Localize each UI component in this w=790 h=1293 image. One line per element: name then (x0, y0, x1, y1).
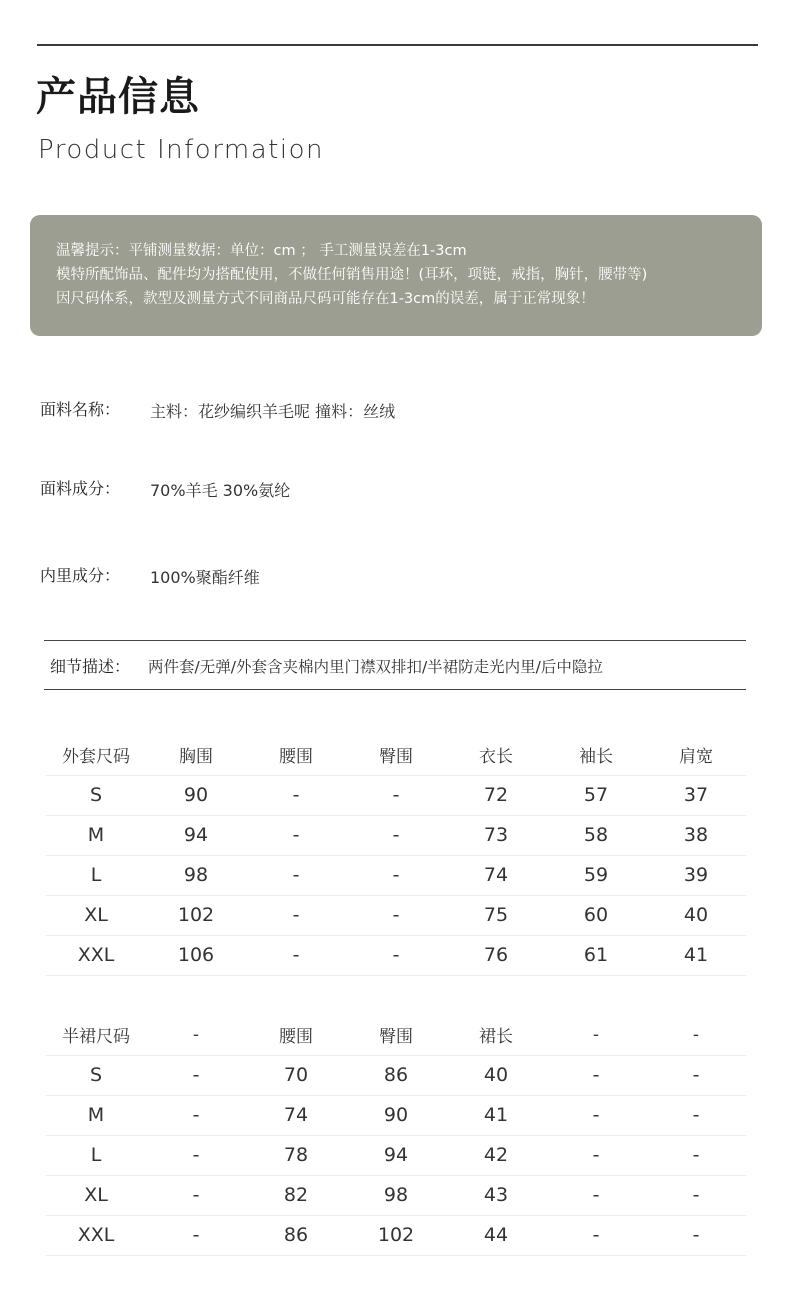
table-cell: XL (46, 895, 146, 935)
table-cell: - (246, 855, 346, 895)
notice-line: 因尺码体系，款型及测量方式不同商品尺码可能存在1-3cm的误差，属于正常现象！ (56, 291, 595, 307)
column-header: - (546, 1015, 646, 1055)
table-cell: - (546, 1095, 646, 1135)
table-row (46, 1055, 746, 1095)
table-cell: 86 (246, 1215, 346, 1255)
table-cell: - (646, 1175, 746, 1215)
table-header-row (46, 735, 746, 775)
table-cell: 58 (546, 815, 646, 855)
table-cell: 41 (646, 935, 746, 975)
page-title: 产品信息 (36, 74, 200, 120)
table-cell: 98 (146, 855, 246, 895)
table-cell: 102 (146, 895, 246, 935)
skirt-size-table (46, 1015, 746, 1256)
table-cell: - (546, 1215, 646, 1255)
column-header: 衣长 (446, 735, 546, 775)
table-cell: 94 (346, 1135, 446, 1175)
page-subtitle: Product Information (38, 135, 324, 165)
table-cell: S (46, 775, 146, 815)
table-cell: - (546, 1055, 646, 1095)
table-cell: - (146, 1215, 246, 1255)
table-cell: 86 (346, 1055, 446, 1095)
table-cell: - (546, 1135, 646, 1175)
notice-line: 温馨提示：平铺测量数据：单位：cm ； 手工测量误差在1-3cm (56, 243, 467, 259)
table-cell: 39 (646, 855, 746, 895)
spec-label: 面料名称： (40, 400, 121, 419)
column-header: - (146, 1015, 246, 1055)
table-cell: 42 (446, 1135, 546, 1175)
table-cell: - (646, 1095, 746, 1135)
spec-value: 70%羊毛 30%氨纶 (150, 481, 291, 500)
table-cell: 73 (446, 815, 546, 855)
table-cell: 102 (346, 1215, 446, 1255)
table-cell: L (46, 855, 146, 895)
detail-value: 两件套/无弹/外套含夹棉内里门襟双排扣/半裙防走光内里/后中隐拉 (148, 658, 603, 676)
table-cell: 61 (546, 935, 646, 975)
table-cell: 106 (146, 935, 246, 975)
table-cell: M (46, 815, 146, 855)
table-cell: 44 (446, 1215, 546, 1255)
table-cell: - (646, 1215, 746, 1255)
table-row (46, 935, 746, 975)
table-cell: - (346, 855, 446, 895)
table-cell: - (346, 935, 446, 975)
table-cell: 40 (646, 895, 746, 935)
table-cell: 37 (646, 775, 746, 815)
column-header: 外套尺码 (46, 735, 146, 775)
table-cell: 82 (246, 1175, 346, 1215)
table-cell: XXL (46, 935, 146, 975)
column-header: - (646, 1015, 746, 1055)
table-cell: M (46, 1095, 146, 1135)
table-cell: 74 (246, 1095, 346, 1135)
table-cell: 59 (546, 855, 646, 895)
table-cell: - (646, 1055, 746, 1095)
table-header-row (46, 1015, 746, 1055)
table-cell: 76 (446, 935, 546, 975)
column-header: 袖长 (546, 735, 646, 775)
table-row (46, 855, 746, 895)
column-header: 裙长 (446, 1015, 546, 1055)
table-cell: - (246, 935, 346, 975)
column-header: 半裙尺码 (46, 1015, 146, 1055)
table-cell: 43 (446, 1175, 546, 1215)
table-cell: 57 (546, 775, 646, 815)
jacket-size-table (46, 735, 746, 976)
table-row (46, 1135, 746, 1175)
table-cell: - (346, 895, 446, 935)
table-cell: L (46, 1135, 146, 1175)
top-divider (37, 44, 758, 46)
table-cell: - (146, 1095, 246, 1135)
table-cell: S (46, 1055, 146, 1095)
column-header: 腰围 (246, 1015, 346, 1055)
table-cell: 38 (646, 815, 746, 855)
table-cell: - (146, 1175, 246, 1215)
table-cell: - (146, 1135, 246, 1175)
table-cell: 70 (246, 1055, 346, 1095)
table-cell: 94 (146, 815, 246, 855)
spec-label: 面料成分： (40, 479, 121, 498)
table-cell: 75 (446, 895, 546, 935)
table-row (46, 775, 746, 815)
detail-description (44, 640, 746, 690)
spec-value: 主料：花纱编织羊毛呢 撞料：丝绒 (150, 402, 396, 421)
table-cell: 74 (446, 855, 546, 895)
notice-line: 模特所配饰品、配件均为搭配使用，不做任何销售用途！(耳环，项链，戒指，胸针，腰带等) (56, 267, 648, 283)
table-cell: - (346, 775, 446, 815)
table-cell: 78 (246, 1135, 346, 1175)
detail-label: 细节描述： (50, 657, 131, 676)
table-row (46, 895, 746, 935)
table-cell: - (346, 815, 446, 855)
table-cell: XXL (46, 1215, 146, 1255)
notice-box (30, 215, 762, 336)
column-header: 臀围 (346, 1015, 446, 1055)
spec-label: 内里成分： (40, 566, 121, 585)
table-cell: - (646, 1135, 746, 1175)
table-row (46, 1175, 746, 1215)
table-row (46, 815, 746, 855)
table-cell: 90 (346, 1095, 446, 1135)
table-cell: - (246, 775, 346, 815)
column-header: 腰围 (246, 735, 346, 775)
table-cell: - (246, 815, 346, 855)
spec-value: 100%聚酯纤维 (150, 568, 260, 587)
table-cell: - (546, 1175, 646, 1215)
table-row (46, 1095, 746, 1135)
column-header: 胸围 (146, 735, 246, 775)
table-cell: 72 (446, 775, 546, 815)
table-cell: - (246, 895, 346, 935)
table-cell: 41 (446, 1095, 546, 1135)
table-cell: XL (46, 1175, 146, 1215)
column-header: 肩宽 (646, 735, 746, 775)
table-cell: 90 (146, 775, 246, 815)
table-cell: 60 (546, 895, 646, 935)
column-header: 臀围 (346, 735, 446, 775)
table-cell: 98 (346, 1175, 446, 1215)
table-row (46, 1215, 746, 1255)
table-cell: - (146, 1055, 246, 1095)
table-cell: 40 (446, 1055, 546, 1095)
